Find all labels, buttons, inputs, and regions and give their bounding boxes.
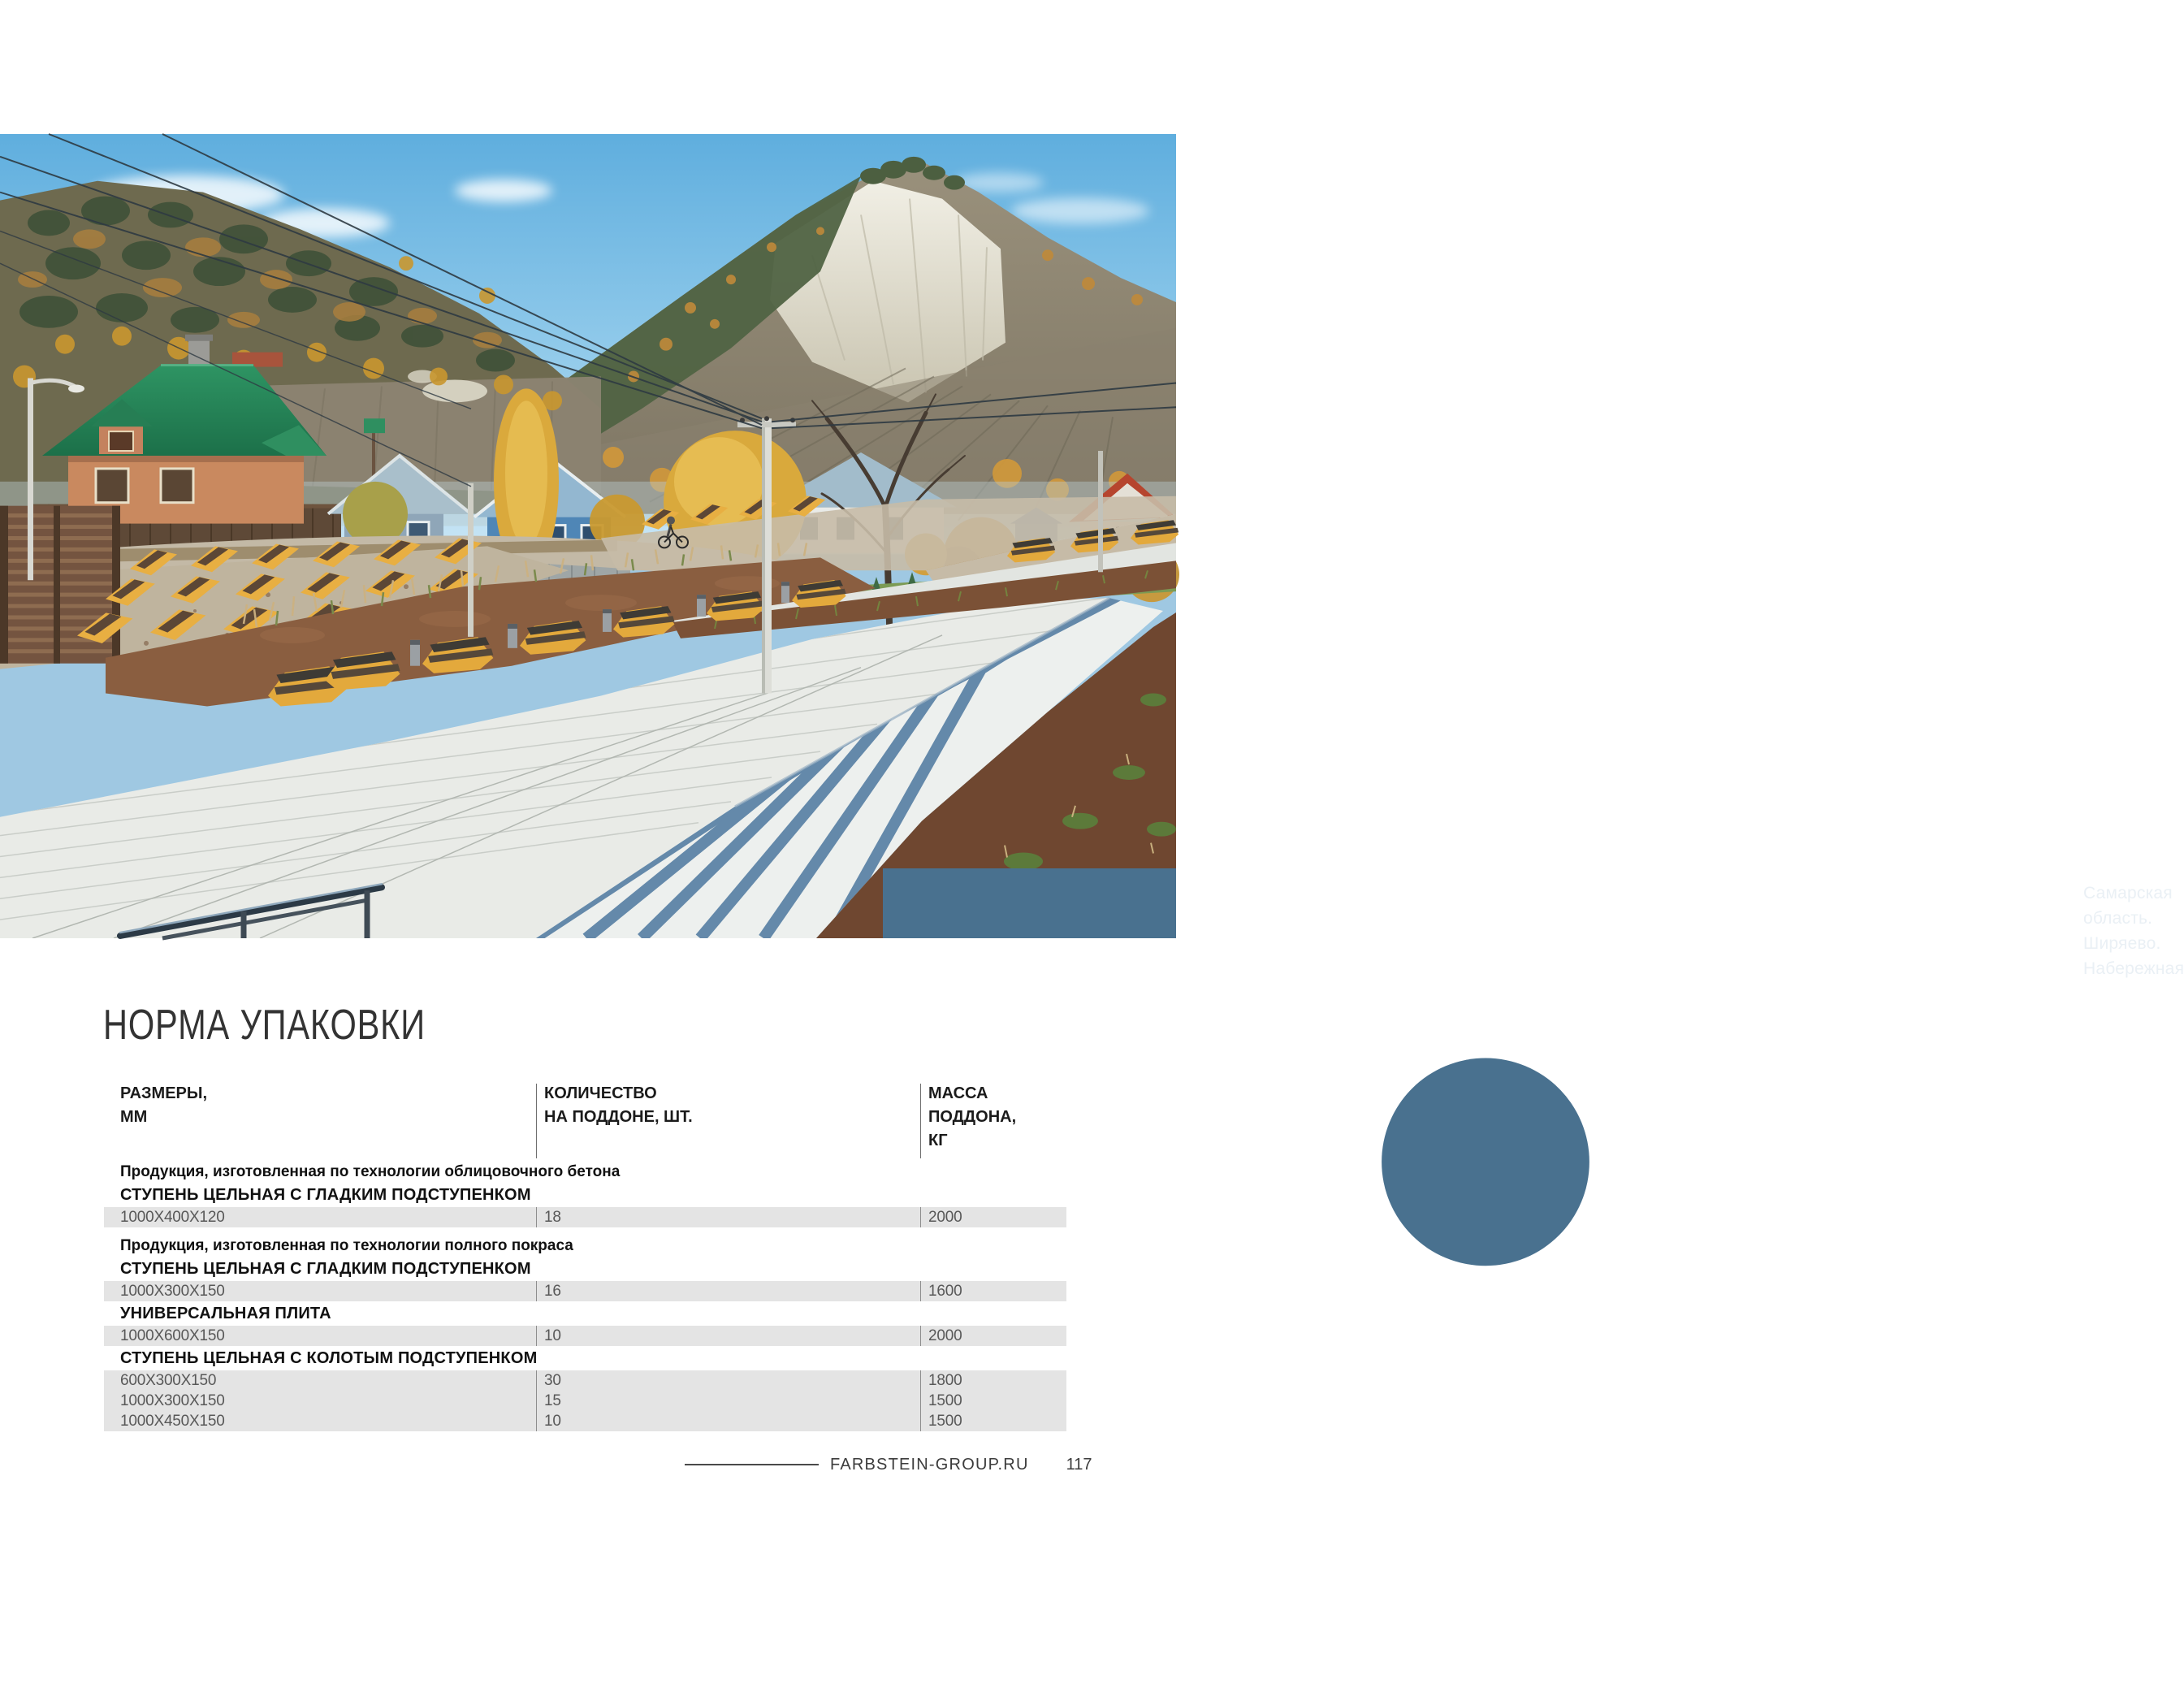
product-rows	[104, 1326, 1066, 1346]
caption-line-1: Самарская область.	[2083, 884, 2173, 928]
cell-quantity: 16	[536, 1281, 920, 1301]
header-divider-2	[920, 1084, 921, 1158]
cell-size: 1000X400X120	[120, 1209, 225, 1226]
photo-caption	[883, 868, 2184, 978]
technology-heading: Продукция, изготовленная по технологии облицовочного бетона	[120, 1163, 621, 1180]
page-number: 117	[1066, 1455, 1092, 1474]
product-name: СТУПЕНЬ ЦЕЛЬНАЯ С ГЛАДКИМ ПОДСТУПЕНКОМ	[120, 1260, 531, 1278]
table-row	[104, 1326, 1066, 1346]
caption-line-2: Ширяево. Набережная	[2083, 934, 2184, 978]
header-divider-1	[536, 1084, 537, 1158]
table-row	[104, 1370, 1066, 1391]
cell-size: 1000X450X150	[120, 1413, 225, 1430]
table-header	[104, 1082, 1066, 1158]
product-rows	[104, 1370, 1066, 1431]
cell-quantity: 10	[536, 1411, 920, 1431]
product-rows	[104, 1207, 1066, 1227]
cell-mass: 1800	[920, 1370, 1066, 1391]
table-row	[104, 1391, 1066, 1411]
cell-mass: 1500	[920, 1391, 1066, 1411]
cell-size: 1000X300X150	[120, 1283, 225, 1300]
cell-size: 1000X300X150	[120, 1392, 225, 1409]
cell-mass: 1500	[920, 1411, 1066, 1431]
cell-quantity: 18	[536, 1207, 920, 1227]
column-header-mass: МАССА ПОДДОНА, КГ	[928, 1084, 1017, 1149]
product-rows	[104, 1281, 1066, 1301]
technology-heading: Продукция, изготовленная по технологии полного покраса	[120, 1237, 573, 1254]
page-title: НОРМА УПАКОВКИ	[103, 1002, 426, 1049]
footer-rule	[685, 1464, 819, 1465]
cell-size: 1000X600X150	[120, 1327, 225, 1344]
location-pin-icon	[897, 884, 2074, 1688]
cell-mass: 2000	[920, 1326, 1066, 1346]
packing-norms-table	[104, 1082, 1066, 1431]
footer-website: FARBSTEIN-GROUP.RU	[830, 1455, 1029, 1474]
column-header-quantity: КОЛИЧЕСТВО НА ПОДДОНЕ, ШТ.	[544, 1084, 693, 1126]
cell-quantity: 10	[536, 1326, 920, 1346]
cell-mass: 1600	[920, 1281, 1066, 1301]
product-name: СТУПЕНЬ ЦЕЛЬНАЯ С ГЛАДКИМ ПОДСТУПЕНКОМ	[120, 1186, 531, 1204]
cell-quantity: 30	[536, 1370, 920, 1391]
cell-quantity: 15	[536, 1391, 920, 1411]
product-name: СТУПЕНЬ ЦЕЛЬНАЯ С КОЛОТЫМ ПОДСТУПЕНКОМ	[120, 1349, 538, 1367]
project-photo	[0, 134, 2184, 978]
cell-size: 600X300X150	[120, 1372, 217, 1389]
table-row	[104, 1281, 1066, 1301]
table-row	[104, 1411, 1066, 1431]
product-name: УНИВЕРСАЛЬНАЯ ПЛИТА	[120, 1305, 331, 1322]
page-footer	[685, 1454, 1092, 1475]
column-header-sizes: РАЗМЕРЫ, ММ	[120, 1084, 208, 1126]
cell-mass: 2000	[920, 1207, 1066, 1227]
table-row	[104, 1207, 1066, 1227]
landscape-photo-illustration	[0, 134, 1176, 938]
